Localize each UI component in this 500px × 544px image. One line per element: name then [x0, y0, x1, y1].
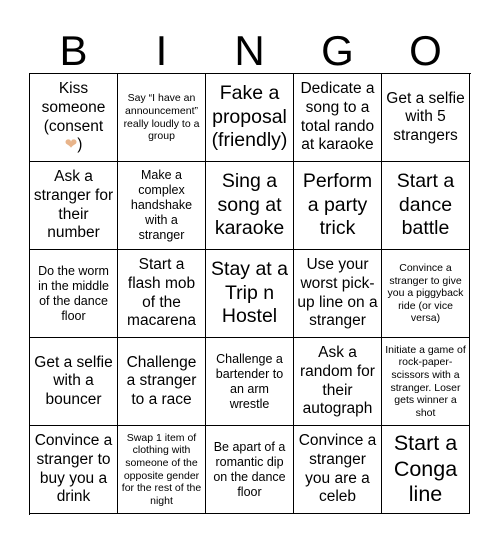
header-letter-o: O [409, 27, 443, 74]
bingo-cell[interactable] [382, 74, 470, 162]
bingo-cell-text: Fake a proposal (friendly) [211, 82, 288, 152]
bingo-cell-text: Sing a song at karaoke [214, 170, 285, 240]
bingo-cell[interactable] [30, 162, 118, 250]
header-letter-b: B [59, 27, 89, 74]
bingo-cell[interactable] [206, 74, 294, 162]
bingo-cell-text: Dedicate a song to a total rando at karaoke [300, 80, 375, 154]
bingo-cell-text: Challenge a bartender to an arm wrestle [215, 351, 284, 411]
bingo-cell-text: Convince a stranger to give you a piggyback ride (or vice versa) [387, 262, 464, 325]
bingo-grid [29, 73, 471, 515]
bingo-cell-text: Ask a random for their autograph [300, 344, 375, 418]
bingo-cell-content [33, 80, 114, 154]
bingo-cell-text: Perform a party trick [302, 170, 373, 240]
bingo-cell-text: Do the worm in the middle of the dance floor [38, 263, 109, 323]
bingo-cell[interactable] [382, 426, 470, 514]
bingo-cell-text: Make a complex handshake with a stranger [130, 168, 193, 242]
bingo-cell-text: Ask a stranger for their number [33, 168, 114, 242]
bingo-cell[interactable] [382, 162, 470, 250]
bingo-cell-text: Start a dance battle [396, 170, 455, 240]
header-letter-n: N [234, 27, 266, 74]
bingo-cell[interactable] [206, 162, 294, 250]
bingo-cell-text: Convince a stranger you are a celeb [298, 432, 377, 506]
bingo-cell[interactable] [30, 74, 118, 162]
bingo-cell[interactable] [294, 250, 382, 338]
bingo-cell[interactable] [30, 426, 118, 514]
bingo-cell[interactable] [30, 338, 118, 426]
bingo-cell[interactable] [206, 250, 294, 338]
bingo-cell[interactable] [294, 338, 382, 426]
bingo-cell[interactable] [382, 250, 470, 338]
bingo-cell-text: Say “I have an announcement” really loudly to a group [123, 92, 200, 143]
bingo-cell-text: Initiate a game of rock-paper-scissors with a stranger. Loser gets winner a shot [385, 343, 466, 419]
heart-hands-icon: ❤ [64, 136, 78, 154]
bingo-cell-text: Swap 1 item of clothing with someone of the opposite gender for the rest of the night [121, 431, 202, 507]
bingo-cell-text: Start a flash mob of the macarena [127, 256, 196, 330]
bingo-cell-text-suffix: ) [77, 136, 83, 154]
bingo-header [30, 28, 470, 74]
bingo-cell-text: Start a Conga line [393, 430, 458, 507]
bingo-cell-text: Challenge a stranger to a race [126, 353, 197, 408]
bingo-cell[interactable] [30, 250, 118, 338]
bingo-cell[interactable] [206, 426, 294, 514]
bingo-cell[interactable] [118, 74, 206, 162]
bingo-cell[interactable] [206, 338, 294, 426]
bingo-cell[interactable] [294, 74, 382, 162]
bingo-cell-text: Get a selfie with a bouncer [34, 353, 113, 408]
header-letter-g: G [321, 27, 355, 74]
bingo-cell-text: Convince a stranger to buy you a drink [34, 432, 113, 506]
bingo-cell-text: Kiss someone (consent [41, 80, 106, 135]
header-letter-i: I [155, 27, 169, 74]
bingo-cell[interactable] [118, 426, 206, 514]
bingo-cell-text: Use your worst pick-up line on a stranger [297, 256, 378, 330]
bingo-cell-text: Get a selfie with 5 strangers [386, 89, 465, 144]
bingo-cell-text: Be apart of a romantic dip on the dance floor [213, 439, 286, 499]
bingo-cell[interactable] [382, 338, 470, 426]
bingo-cell[interactable] [118, 338, 206, 426]
bingo-cell[interactable] [118, 162, 206, 250]
bingo-cell[interactable] [118, 250, 206, 338]
bingo-cell[interactable] [294, 426, 382, 514]
bingo-cell[interactable] [294, 162, 382, 250]
bingo-cell-text: Stay at a Trip n Hostel [211, 258, 288, 328]
